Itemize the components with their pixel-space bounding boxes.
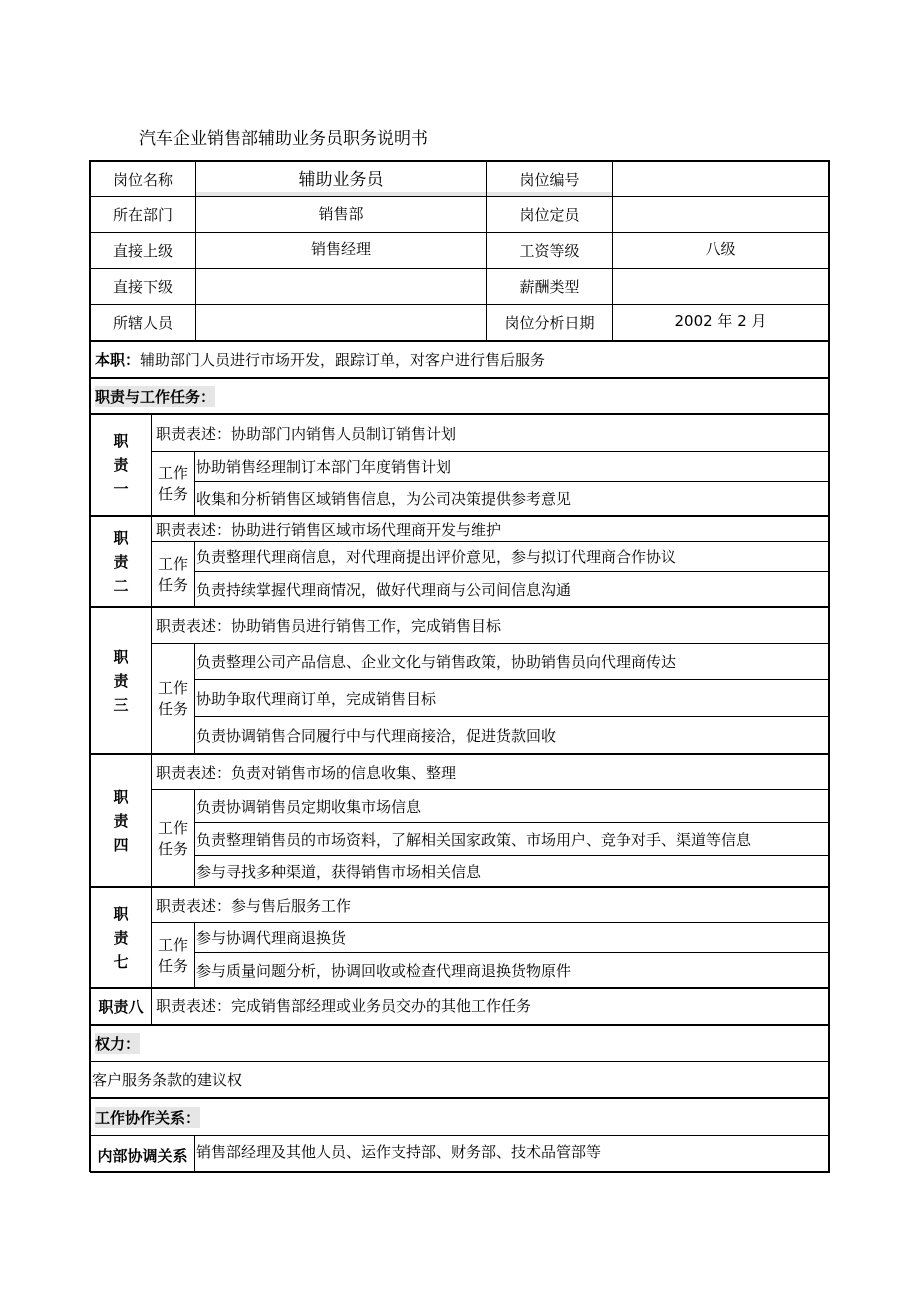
page-title: 汽车企业销售部辅助业务员职务说明书 — [139, 129, 428, 149]
power-text: 客户服务条款的建议权 — [92, 1071, 243, 1089]
duty-2-task-1: 负责整理代理商信息，对代理商提出评价意见，参与拟订代理商合作协议 — [196, 548, 677, 566]
duty-3-task-2: 协助争取代理商订单，完成销售目标 — [196, 689, 437, 708]
duty-1-task-1: 协助销售经理制订本部门年度销售计划 — [196, 458, 452, 476]
duties-section-header — [91, 379, 828, 413]
duty-4-task-label: 工作 任务 — [157, 818, 188, 858]
duty-4-desc: 职责表述：负责对销售市场的信息收集、整理 — [156, 763, 457, 782]
duty-7-task-label: 工作 任务 — [157, 935, 188, 975]
duty-1-task-2: 收集和分析销售区域销售信息，为公司决策提供参考意见 — [196, 490, 572, 508]
duty-4-task-1: 负责协调销售员定期收集市场信息 — [196, 797, 422, 816]
label-staff: 所辖人员 — [112, 314, 173, 332]
duty-4-task-2: 负责整理销售员的市场资料，了解相关国家政策、市场用户、竞争对手、渠道等信息 — [196, 830, 752, 849]
duty-7-desc: 职责表述：参与售后服务工作 — [156, 896, 352, 915]
value-headcount — [613, 197, 828, 232]
label-salary-grade: 工资等级 — [519, 242, 580, 260]
duty-2-label: 职 责 二 — [113, 529, 129, 595]
duty-7-label: 职 责 七 — [113, 905, 129, 971]
cooperation-label: 工作协作关系： — [95, 1108, 201, 1127]
duty-3-desc: 职责表述：协助销售员进行销售工作，完成销售目标 — [156, 617, 502, 635]
label-direct-subordinate: 直接下级 — [112, 278, 173, 296]
duty-2-desc: 职责表述：协助进行销售区域市场代理商开发与维护 — [156, 520, 502, 539]
label-position-code: 岗位编号 — [519, 170, 580, 189]
duty-8-label: 职责八 — [98, 998, 144, 1016]
benzhi-text: 辅助部门人员进行市场开发，跟踪订单，对客户进行售后服务 — [140, 350, 546, 369]
value-department: 销售部 — [318, 204, 364, 223]
duty-1-task-label: 工作 任务 — [157, 464, 188, 503]
duty-3-task-3: 负责协调销售合同履行中与代理商接洽，促进货款回收 — [196, 726, 557, 745]
duty-7-task-2: 参与质量问题分析，协调回收或检查代理商退换货物原件 — [196, 961, 572, 980]
duty-8-desc: 职责表述：完成销售部经理或业务员交办的其他工作任务 — [156, 997, 532, 1015]
duty-1-desc: 职责表述：协助部门内销售人员制订销售计划 — [156, 424, 457, 443]
duties-header-label: 职责与工作任务： — [95, 387, 216, 406]
label-analysis-date: 岗位分析日期 — [504, 314, 595, 332]
value-position-code — [613, 162, 828, 196]
duty-3-label: 职 责 三 — [113, 648, 129, 714]
label-department: 所在部门 — [112, 206, 173, 224]
value-direct-subordinate — [196, 269, 486, 304]
label-position-name: 岗位名称 — [112, 170, 173, 189]
label-direct-superior: 直接上级 — [112, 242, 173, 260]
power-label: 权力： — [95, 1035, 141, 1053]
duty-2-task-label: 工作 任务 — [157, 554, 188, 594]
duty-4-task-3: 参与寻找多种渠道，获得销售市场相关信息 — [196, 862, 482, 881]
duty-4-label: 职 责 四 — [113, 788, 129, 854]
value-analysis-date: 2002 年 2 月 — [674, 311, 767, 330]
value-pay-type — [613, 269, 828, 304]
duty-1-label: 职 责 一 — [113, 432, 129, 498]
value-position-name: 辅助业务员 — [298, 169, 384, 190]
duty-7-task-1: 参与协调代理商退换货 — [196, 929, 347, 947]
duty-3-task-1: 负责整理公司产品信息、企业文化与销售政策，协助销售员向代理商传达 — [196, 653, 677, 671]
value-direct-superior: 销售经理 — [310, 239, 371, 258]
label-headcount: 岗位定员 — [519, 206, 580, 224]
value-staff — [196, 305, 486, 340]
value-salary-grade: 八级 — [705, 239, 736, 258]
label-pay-type: 薪酬类型 — [519, 278, 580, 296]
duty-3-task-label: 工作 任务 — [157, 679, 188, 718]
internal-coordination-label: 内部协调关系 — [97, 1146, 188, 1165]
duty-2-task-2: 负责持续掌握代理商情况，做好代理商与公司间信息沟通 — [196, 580, 572, 599]
internal-coordination-text: 销售部经理及其他人员、运作支持部、财务部、技术品管部等 — [196, 1142, 602, 1161]
benzhi-label: 本职： — [95, 350, 141, 369]
